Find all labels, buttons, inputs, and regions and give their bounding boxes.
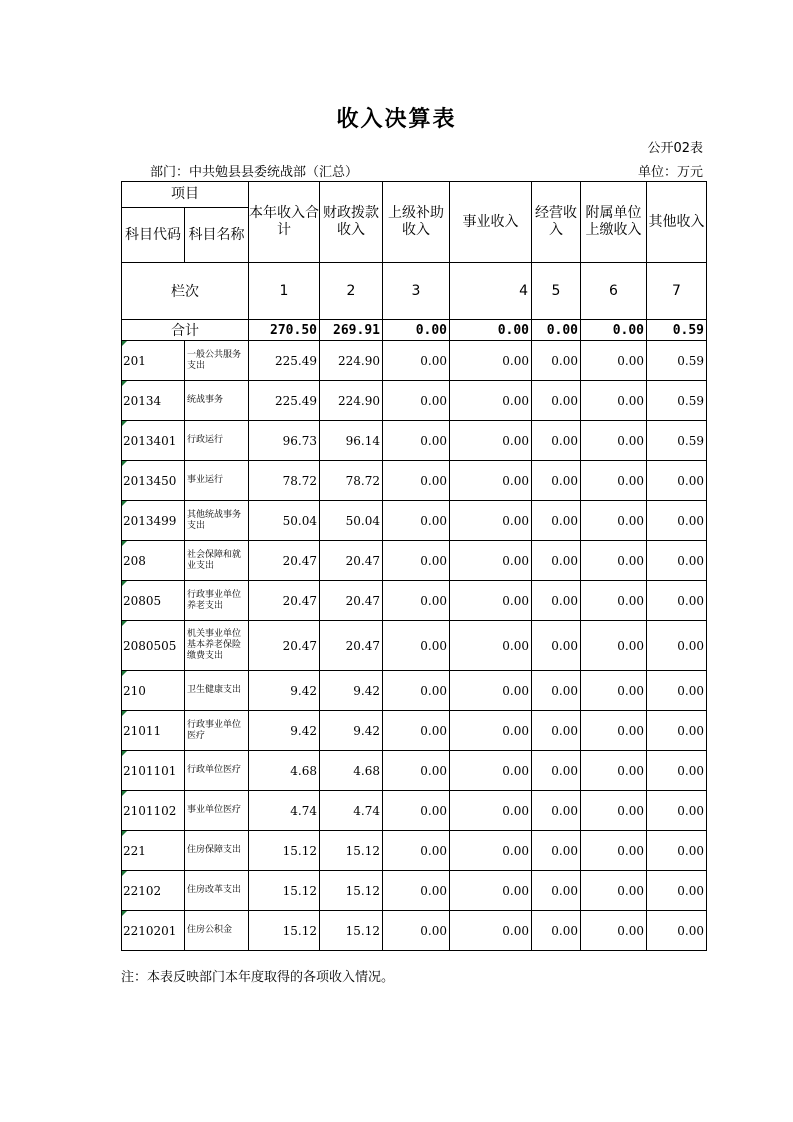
amount-cell: 0.00 <box>450 711 532 751</box>
subject-name: 卫生健康支出 <box>185 671 249 711</box>
table-row <box>122 421 707 461</box>
amount-cell: 9.42 <box>249 671 320 711</box>
amount-cell: 0.00 <box>532 831 581 871</box>
amount-cell: 0.00 <box>532 751 581 791</box>
amount-cell: 0.00 <box>383 421 450 461</box>
header-col-3: 上级补助收入 <box>383 182 450 263</box>
table-row <box>122 621 707 671</box>
amount-cell: 0.00 <box>581 791 647 831</box>
amount-cell: 0.00 <box>581 421 647 461</box>
table-row <box>122 751 707 791</box>
amount-cell: 0.00 <box>450 751 532 791</box>
subject-name: 住房改革支出 <box>185 871 249 911</box>
amount-cell: 0.00 <box>383 461 450 501</box>
column-number: 6 <box>581 263 647 320</box>
amount-cell: 4.68 <box>320 751 383 791</box>
subject-name: 事业单位医疗 <box>185 791 249 831</box>
subject-name: 一般公共服务支出 <box>185 341 249 381</box>
amount-cell: 0.00 <box>450 381 532 421</box>
total-value: 270.50 <box>249 320 320 341</box>
subject-code: 2013450 <box>122 461 185 501</box>
amount-cell: 20.47 <box>320 581 383 621</box>
amount-cell: 9.42 <box>320 711 383 751</box>
amount-cell: 0.00 <box>647 541 707 581</box>
amount-cell: 0.00 <box>450 871 532 911</box>
amount-cell: 0.00 <box>450 671 532 711</box>
amount-cell: 0.00 <box>581 381 647 421</box>
amount-cell: 225.49 <box>249 341 320 381</box>
amount-cell: 0.00 <box>450 501 532 541</box>
subject-name: 行政事业单位养老支出 <box>185 581 249 621</box>
subject-name: 事业运行 <box>185 461 249 501</box>
column-number: 2 <box>320 263 383 320</box>
subject-name: 行政事业单位医疗 <box>185 711 249 751</box>
amount-cell: 0.00 <box>532 911 581 951</box>
amount-cell: 0.00 <box>383 671 450 711</box>
header-col-5: 经营收入 <box>532 182 581 263</box>
subject-code: 210 <box>122 671 185 711</box>
amount-cell: 15.12 <box>320 911 383 951</box>
amount-cell: 50.04 <box>249 501 320 541</box>
table-row <box>122 501 707 541</box>
subject-name: 社会保障和就业支出 <box>185 541 249 581</box>
amount-cell: 4.74 <box>320 791 383 831</box>
amount-cell: 0.00 <box>532 541 581 581</box>
unit-label: 单位：万元 <box>637 165 703 180</box>
subject-code: 2013499 <box>122 501 185 541</box>
table-row <box>122 581 707 621</box>
amount-cell: 0.00 <box>383 871 450 911</box>
column-number: 7 <box>647 263 707 320</box>
amount-cell: 20.47 <box>320 541 383 581</box>
row-label: 栏次 <box>122 263 249 320</box>
amount-cell: 0.00 <box>647 711 707 751</box>
header-col-7: 其他收入 <box>647 182 707 263</box>
header-col-6: 附属单位上缴收入 <box>581 182 647 263</box>
amount-cell: 0.00 <box>383 581 450 621</box>
amount-cell: 0.00 <box>383 501 450 541</box>
subject-code: 2013401 <box>122 421 185 461</box>
column-number: 3 <box>383 263 450 320</box>
amount-cell: 0.00 <box>532 461 581 501</box>
amount-cell: 0.00 <box>647 581 707 621</box>
amount-cell: 15.12 <box>320 831 383 871</box>
amount-cell: 0.00 <box>450 831 532 871</box>
amount-cell: 0.00 <box>532 581 581 621</box>
subject-name: 统战事务 <box>185 381 249 421</box>
table-row <box>122 911 707 951</box>
amount-cell: 9.42 <box>320 671 383 711</box>
amount-cell: 0.00 <box>450 421 532 461</box>
amount-cell: 0.00 <box>383 541 450 581</box>
column-number: 4 <box>450 263 532 320</box>
amount-cell: 0.00 <box>383 791 450 831</box>
amount-cell: 96.14 <box>320 421 383 461</box>
subject-name: 机关事业单位基本养老保险缴费支出 <box>185 621 249 671</box>
amount-cell: 0.00 <box>647 751 707 791</box>
subject-code: 2210201 <box>122 911 185 951</box>
amount-cell: 0.00 <box>647 461 707 501</box>
amount-cell: 0.00 <box>647 911 707 951</box>
amount-cell: 78.72 <box>320 461 383 501</box>
amount-cell: 0.00 <box>581 501 647 541</box>
subject-code: 201 <box>122 341 185 381</box>
amount-cell: 9.42 <box>249 711 320 751</box>
amount-cell: 0.00 <box>647 501 707 541</box>
amount-cell: 0.00 <box>383 711 450 751</box>
amount-cell: 0.00 <box>450 791 532 831</box>
amount-cell: 0.00 <box>581 871 647 911</box>
subject-code: 221 <box>122 831 185 871</box>
amount-cell: 0.00 <box>581 711 647 751</box>
amount-cell: 0.59 <box>647 421 707 461</box>
subject-name: 住房公积金 <box>185 911 249 951</box>
amount-cell: 0.00 <box>581 341 647 381</box>
subject-name: 其他统战事务支出 <box>185 501 249 541</box>
amount-cell: 15.12 <box>320 871 383 911</box>
amount-cell: 0.00 <box>581 541 647 581</box>
subject-code: 20134 <box>122 381 185 421</box>
amount-cell: 0.00 <box>450 911 532 951</box>
amount-cell: 0.00 <box>647 791 707 831</box>
header-code: 科目代码 <box>122 208 185 263</box>
amount-cell: 224.90 <box>320 381 383 421</box>
amount-cell: 20.47 <box>249 621 320 671</box>
amount-cell: 0.00 <box>532 421 581 461</box>
amount-cell: 0.00 <box>383 341 450 381</box>
amount-cell: 0.00 <box>383 831 450 871</box>
amount-cell: 0.00 <box>383 751 450 791</box>
amount-cell: 0.00 <box>581 461 647 501</box>
department-label: 部门：中共勉县县委统战部（汇总） <box>150 165 359 180</box>
amount-cell: 224.90 <box>320 341 383 381</box>
subject-code: 22102 <box>122 871 185 911</box>
subject-code: 208 <box>122 541 185 581</box>
table-row <box>122 711 707 751</box>
amount-cell: 20.47 <box>249 581 320 621</box>
amount-cell: 0.00 <box>450 581 532 621</box>
subject-code: 2101101 <box>122 751 185 791</box>
amount-cell: 0.00 <box>532 711 581 751</box>
table-row <box>122 871 707 911</box>
header-col-1: 本年收入合计 <box>249 182 320 263</box>
amount-cell: 96.73 <box>249 421 320 461</box>
table-row <box>122 831 707 871</box>
amount-cell: 15.12 <box>249 831 320 871</box>
subject-name: 行政单位医疗 <box>185 751 249 791</box>
subject-code: 2101102 <box>122 791 185 831</box>
amount-cell: 20.47 <box>320 621 383 671</box>
amount-cell: 0.00 <box>450 541 532 581</box>
amount-cell: 0.00 <box>532 871 581 911</box>
amount-cell: 0.00 <box>450 621 532 671</box>
amount-cell: 0.00 <box>581 751 647 791</box>
subject-code: 21011 <box>122 711 185 751</box>
total-value: 269.91 <box>320 320 383 341</box>
total-value: 0.59 <box>647 320 707 341</box>
amount-cell: 0.00 <box>383 381 450 421</box>
amount-cell: 0.00 <box>450 461 532 501</box>
amount-cell: 50.04 <box>320 501 383 541</box>
header-col-4: 事业收入 <box>450 182 532 263</box>
amount-cell: 0.00 <box>647 621 707 671</box>
amount-cell: 78.72 <box>249 461 320 501</box>
table-row <box>122 541 707 581</box>
table-row <box>122 461 707 501</box>
amount-cell: 20.47 <box>249 541 320 581</box>
header-name: 科目名称 <box>185 208 249 263</box>
footnote: 注：本表反映部门本年度取得的各项收入情况。 <box>121 970 395 985</box>
amount-cell: 0.00 <box>647 831 707 871</box>
amount-cell: 4.68 <box>249 751 320 791</box>
amount-cell: 225.49 <box>249 381 320 421</box>
amount-cell: 0.00 <box>532 621 581 671</box>
subject-name: 行政运行 <box>185 421 249 461</box>
amount-cell: 15.12 <box>249 871 320 911</box>
amount-cell: 15.12 <box>249 911 320 951</box>
table-row <box>122 791 707 831</box>
amount-cell: 0.00 <box>383 911 450 951</box>
subject-code: 20805 <box>122 581 185 621</box>
subject-name: 住房保障支出 <box>185 831 249 871</box>
table-row <box>122 341 707 381</box>
income-table <box>121 181 707 951</box>
page-title: 收入决算表 <box>336 107 457 132</box>
total-value: 0.00 <box>383 320 450 341</box>
subject-code: 2080505 <box>122 621 185 671</box>
amount-cell: 0.00 <box>532 791 581 831</box>
amount-cell: 0.00 <box>532 501 581 541</box>
total-row <box>122 320 707 341</box>
header-item: 项目 <box>122 182 249 208</box>
table-row <box>122 671 707 711</box>
amount-cell: 0.00 <box>581 671 647 711</box>
total-value: 0.00 <box>450 320 532 341</box>
table-row <box>122 381 707 421</box>
total-label: 合计 <box>122 320 249 341</box>
total-value: 0.00 <box>581 320 647 341</box>
amount-cell: 4.74 <box>249 791 320 831</box>
amount-cell: 0.59 <box>647 341 707 381</box>
amount-cell: 0.00 <box>532 381 581 421</box>
amount-cell: 0.00 <box>581 911 647 951</box>
column-number: 5 <box>532 263 581 320</box>
total-value: 0.00 <box>532 320 581 341</box>
header-col-2: 财政拨款收入 <box>320 182 383 263</box>
form-number: 公开02表 <box>647 141 703 156</box>
amount-cell: 0.00 <box>581 621 647 671</box>
amount-cell: 0.00 <box>532 341 581 381</box>
amount-cell: 0.00 <box>647 671 707 711</box>
amount-cell: 0.00 <box>581 581 647 621</box>
amount-cell: 0.00 <box>532 671 581 711</box>
amount-cell: 0.00 <box>383 621 450 671</box>
column-number: 1 <box>249 263 320 320</box>
amount-cell: 0.00 <box>647 871 707 911</box>
amount-cell: 0.00 <box>450 341 532 381</box>
amount-cell: 0.59 <box>647 381 707 421</box>
amount-cell: 0.00 <box>581 831 647 871</box>
